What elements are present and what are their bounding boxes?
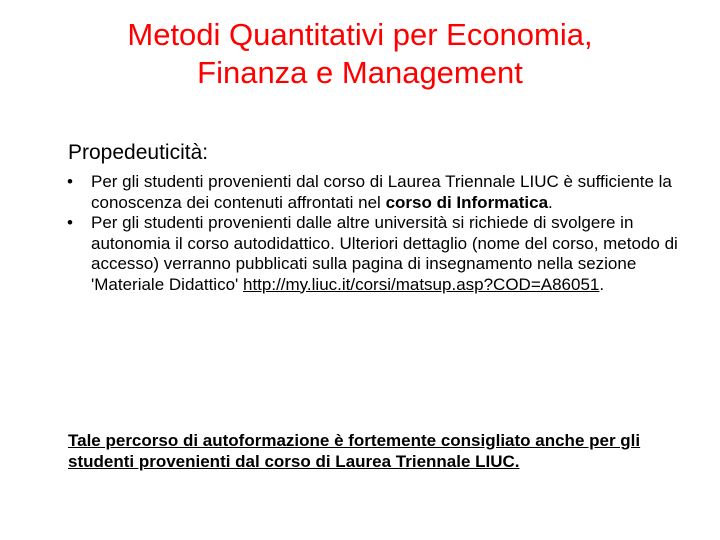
recommendation-note: Tale percorso di autoformazione è fortemente consigliato anche per gli studenti provenienti dal corso di Laurea Triennale LIUC. — [68, 431, 641, 471]
slide-title — [40, 16, 680, 92]
bullet-icon: • — [67, 213, 73, 232]
slide-title-line-1: Metodi Quantitativi per Economia, — [127, 17, 593, 52]
course-name-bold: corso di Informatica — [385, 192, 549, 212]
bullet-text: Per gli studenti provenienti dalle altre università si richiede di svolgere in autonomia il corso autodidattico. Ulteriori dettaglio (nome del corso, metodo di accesso) verranno pubblicati sulla pagina di insegnamento nella sezione 'Materiale Didattico' — [91, 213, 678, 294]
bullet-icon: • — [67, 172, 73, 191]
bullet-item-other-universities — [68, 213, 688, 295]
bullet-text: Per gli studenti provenienti dal corso di Laurea Triennale LIUC è sufficiente la conoscenza dei contenuti affrontati nel — [91, 172, 672, 212]
bullet-list — [68, 172, 688, 295]
slide-title-line-2: Finanza e Management — [197, 55, 523, 90]
bullet-text-end: . — [548, 192, 553, 212]
bullet-text-end: . — [599, 274, 605, 294]
section-heading: Propedeuticità: — [68, 141, 209, 164]
course-material-link[interactable]: http://my.liuc.it/corsi/matsup.asp?COD=A86051 — [243, 274, 600, 294]
bullet-item-informatica — [68, 172, 688, 213]
